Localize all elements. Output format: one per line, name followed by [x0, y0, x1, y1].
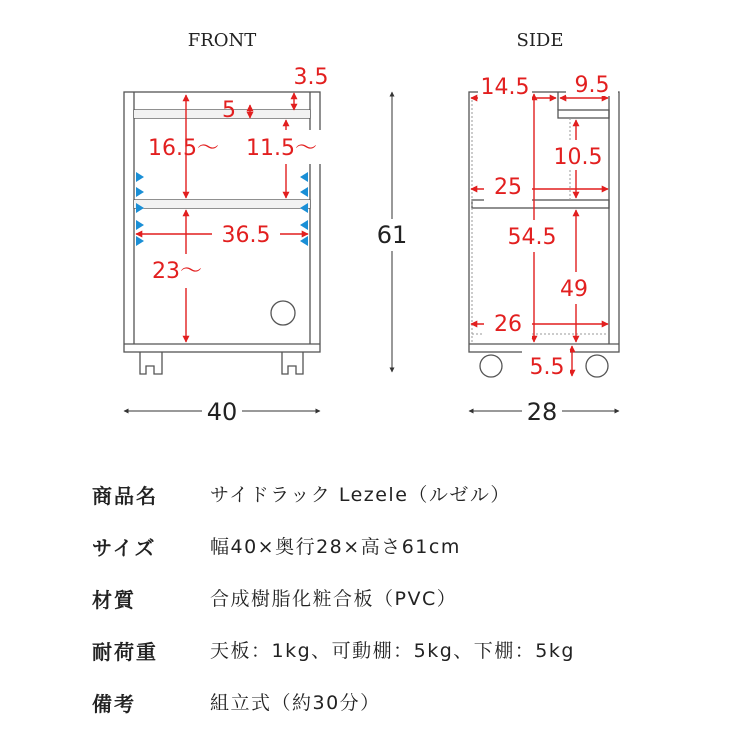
dim-cutout-height: 10.5	[553, 145, 603, 170]
spec-row-name	[0, 472, 750, 512]
dim-shelf-gap-right: 11.5〜	[246, 136, 317, 161]
front-view-title: FRONT	[187, 30, 257, 51]
spec-label: 商品名	[92, 484, 158, 508]
dim-inner-width: 36.5	[221, 223, 271, 248]
dim-inner-height: 54.5	[507, 225, 557, 250]
dim-overall-depth: 28	[526, 398, 558, 426]
dim-top-board-gap: 3.5	[293, 65, 329, 90]
dim-bottom-depth: 26	[494, 312, 522, 337]
spec-row-size	[0, 524, 750, 564]
spec-value: サイドラック Lezele（ルゼル）	[210, 484, 511, 506]
dim-overall-height: 61	[376, 221, 408, 249]
dim-shelf-depth: 25	[494, 175, 522, 200]
dim-shelf-gap-left: 16.5〜	[148, 136, 219, 161]
dim-top-inner: 5	[222, 98, 236, 123]
dim-overall-width: 40	[206, 398, 238, 426]
spec-row-material	[0, 576, 750, 616]
dim-back-height: 49	[560, 277, 588, 302]
spec-label: 耐荷重	[92, 640, 158, 664]
spec-value: 幅40×奥行28×高さ61cm	[210, 536, 461, 558]
spec-value: 天板：1kg、可動棚：5kg、下棚：5kg	[210, 640, 575, 662]
side-view-title: SIDE	[516, 30, 564, 51]
spec-value: 合成樹脂化粧合板（PVC）	[210, 588, 458, 610]
dim-caster-clearance: 5.5	[529, 355, 565, 380]
dim-top-depth: 14.5	[480, 75, 530, 100]
spec-value: 組立式（約30分）	[210, 692, 381, 714]
spec-row-load	[0, 628, 750, 668]
spec-row-notes	[0, 680, 750, 720]
spec-label: 備考	[92, 692, 136, 716]
front-shelf-board	[134, 200, 310, 208]
dim-lower-space: 23〜	[152, 259, 202, 284]
spec-label: 材質	[92, 588, 136, 612]
dim-cutout-width: 9.5	[574, 73, 610, 98]
spec-label: サイズ	[92, 536, 157, 560]
